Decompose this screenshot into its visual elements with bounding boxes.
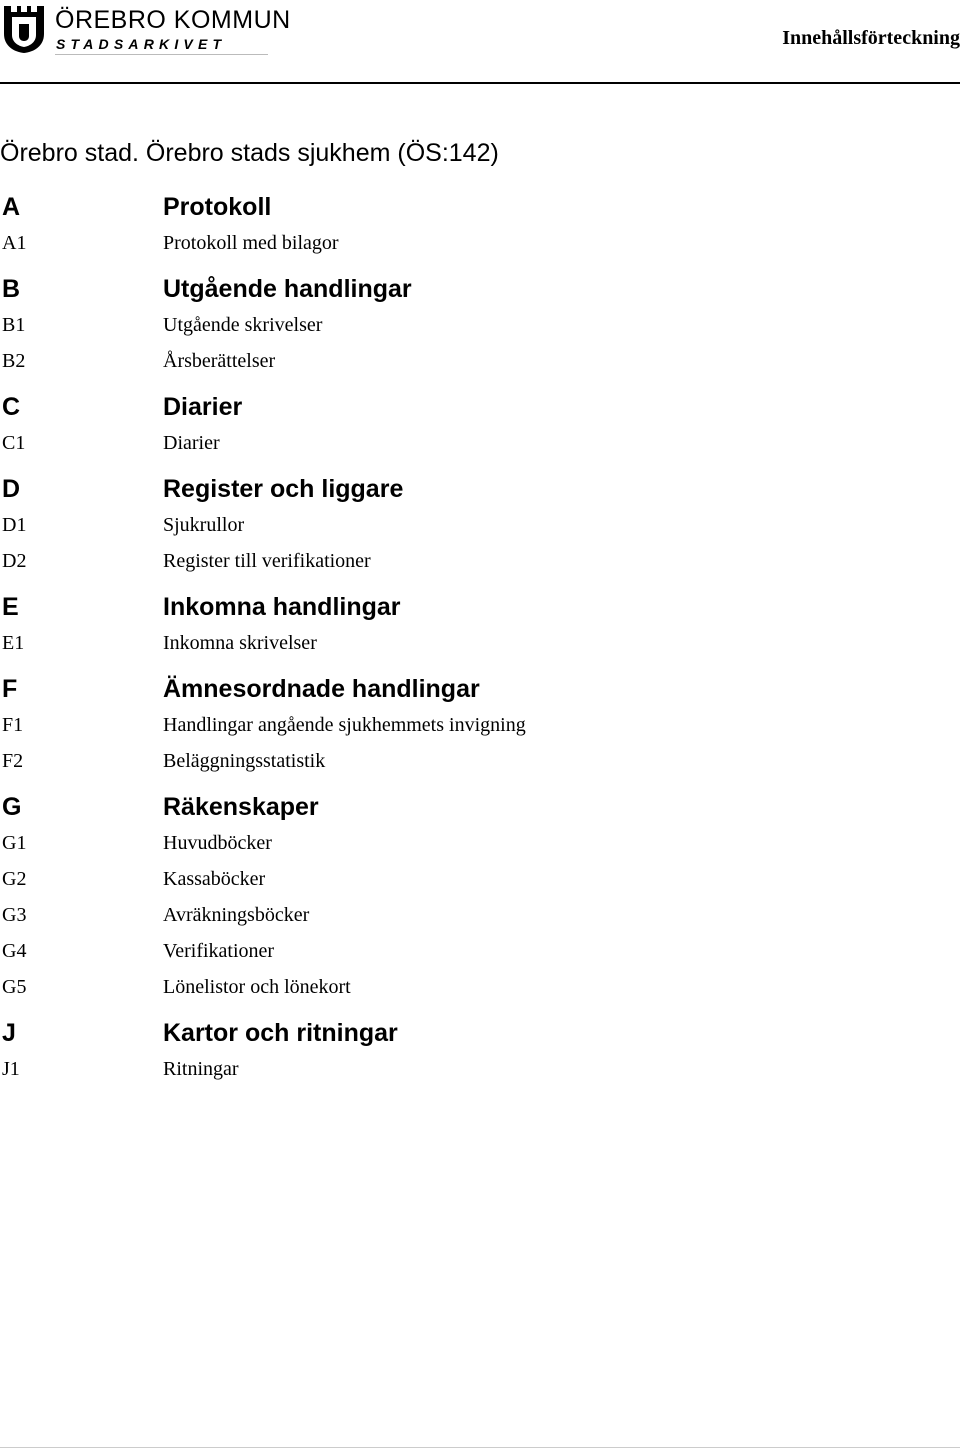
- series-group: [0, 390, 960, 462]
- item-title: Diarier: [163, 432, 220, 454]
- series-code: G: [2, 793, 22, 821]
- series-code: F: [2, 675, 18, 703]
- series-item: [0, 934, 960, 970]
- series-item: [0, 344, 960, 380]
- series-heading: [0, 790, 960, 826]
- item-code: J1: [2, 1058, 20, 1080]
- series-item: [0, 226, 960, 262]
- series-heading: [0, 1016, 960, 1052]
- series-item: [0, 862, 960, 898]
- item-title: Register till verifikationer: [163, 550, 371, 572]
- series-code: E: [2, 593, 19, 621]
- item-title: Lönelistor och lönekort: [163, 976, 351, 998]
- item-title: Ritningar: [163, 1058, 239, 1080]
- item-code: D2: [2, 550, 27, 572]
- logo-underline: [55, 54, 268, 55]
- series-item: [0, 426, 960, 462]
- series-item: [0, 898, 960, 934]
- item-code: F2: [2, 750, 24, 772]
- series-title: Protokoll: [163, 193, 272, 221]
- series-heading: [0, 190, 960, 226]
- item-code: G2: [2, 868, 27, 890]
- series-code: J: [2, 1019, 16, 1047]
- series-item: [0, 544, 960, 580]
- series-item: [0, 970, 960, 1006]
- item-code: F1: [2, 714, 24, 736]
- series-code: B: [2, 275, 21, 303]
- item-title: Beläggningsstatistik: [163, 750, 326, 772]
- series-group: [0, 190, 960, 262]
- item-code: A1: [2, 232, 27, 254]
- series-group: [0, 272, 960, 380]
- item-title: Avräkningsböcker: [163, 904, 310, 926]
- series-title: Register och liggare: [163, 475, 404, 503]
- item-title: Verifikationer: [163, 940, 275, 962]
- city-seal-icon: [2, 4, 46, 54]
- item-title: Utgående skrivelser: [163, 314, 323, 336]
- series-group: [0, 1016, 960, 1088]
- series-heading: [0, 590, 960, 626]
- series-group: [0, 472, 960, 580]
- series-heading: [0, 672, 960, 708]
- item-code: B1: [2, 314, 26, 336]
- series-group: [0, 672, 960, 780]
- series-heading: [0, 272, 960, 308]
- item-code: G1: [2, 832, 27, 854]
- page-title: Örebro stad. Örebro stads sjukhem (ÖS:142): [0, 139, 499, 167]
- item-title: Sjukrullor: [163, 514, 245, 536]
- series-title: Kartor och ritningar: [163, 1019, 398, 1047]
- series-item: [0, 826, 960, 862]
- series-item: [0, 508, 960, 544]
- logo-subtitle: STADSARKIVET: [56, 36, 227, 52]
- series-title: Inkomna handlingar: [163, 593, 401, 621]
- series-title: Diarier: [163, 393, 243, 421]
- item-code: C1: [2, 432, 26, 454]
- series-title: Räkenskaper: [163, 793, 319, 821]
- footer-rule: [0, 1447, 960, 1448]
- table-of-contents: [0, 190, 960, 1088]
- logo-name: ÖREBRO KOMMUN: [55, 6, 291, 34]
- series-group: [0, 590, 960, 662]
- item-code: B2: [2, 350, 26, 372]
- series-code: D: [2, 475, 21, 503]
- item-title: Protokoll med bilagor: [163, 232, 339, 254]
- header-rule: [0, 82, 960, 84]
- page-header: [0, 0, 960, 86]
- item-code: D1: [2, 514, 27, 536]
- series-item: [0, 708, 960, 744]
- item-code: G3: [2, 904, 27, 926]
- series-group: [0, 790, 960, 1006]
- orebro-kommun-logo: [0, 2, 291, 56]
- series-heading: [0, 472, 960, 508]
- item-title: Handlingar angående sjukhemmets invigning: [163, 714, 526, 736]
- item-title: Årsberättelser: [163, 350, 276, 372]
- series-title: Ämnesordnade handlingar: [163, 675, 480, 703]
- item-title: Inkomna skrivelser: [163, 632, 317, 654]
- item-code: E1: [2, 632, 25, 654]
- series-item: [0, 1052, 960, 1088]
- series-item: [0, 308, 960, 344]
- series-title: Utgående handlingar: [163, 275, 412, 303]
- item-code: G4: [2, 940, 27, 962]
- item-title: Kassaböcker: [163, 868, 266, 890]
- item-title: Huvudböcker: [163, 832, 272, 854]
- series-item: [0, 626, 960, 662]
- series-code: A: [2, 193, 21, 221]
- document-type: Innehållsförteckning: [782, 27, 960, 49]
- series-item: [0, 744, 960, 780]
- item-code: G5: [2, 976, 27, 998]
- series-heading: [0, 390, 960, 426]
- series-code: C: [2, 393, 21, 421]
